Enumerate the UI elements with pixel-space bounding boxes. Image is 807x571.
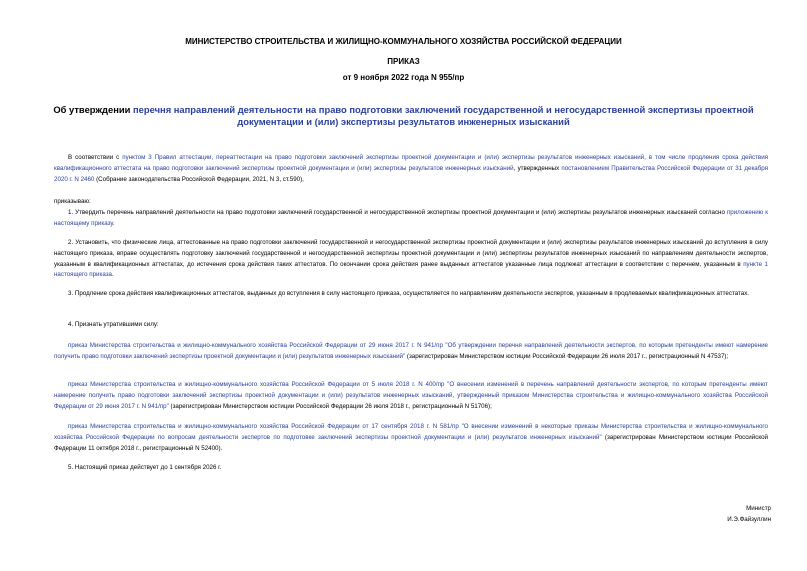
document-title [42,104,765,128]
paragraph-2-end: . [112,271,114,279]
paragraph-5: 5. Настоящий приказ действует до 1 сентября 2026 г. [68,464,222,471]
order-581-link[interactable]: приказ Министерства строительства и жилищно-коммунального хозяйства Российской Федерации от 17 сентября 2018 г. N 581/пр "О внесении изменений в некоторые приказы Министерства строительства и жилищно-коммунального хозяйства Российской Федерации по вопросам деятельности экспертов по подготовке заключений экспертизы проектной документации и (или) результатов инженерных изысканий" [54,423,768,441]
repealed-order-1 [54,341,768,363]
signature-position: Министр [746,505,771,512]
signature-name: И.Э.Файзуллин [727,516,771,523]
orders-word: приказываю: [54,198,91,205]
date-number-heading: от 9 ноября 2022 года N 955/пр [342,73,465,82]
title-prefix: Об утверждении [53,104,133,115]
paragraph-1 [54,208,768,230]
repealed-order-2-registration: (зарегистрирован Министерством юстиции Российской Федерации 26 июля 2018 г., регистрационный N 51706); [168,402,492,410]
paragraph-2 [54,238,768,281]
point-1-link[interactable]: пункте 1 настоящего приказа [54,260,768,279]
repealed-order-2 [54,380,768,412]
repealed-order-1-registration: (зарегистрирован Министерством юстиции Российской Федерации 26 июля 2017 г., регистрационный N 47537); [405,352,729,360]
government-decree-link[interactable]: постановлением Правительства Российской Федерации от 31 декабря 2020 г. N 2460 [54,164,768,183]
preamble-text-1: В соответствии с [68,154,123,161]
preamble-text-3: (Собрание законодательства Российской Федерации, 2021, N 3, ст.590), [94,175,304,183]
repealed-order-3 [54,422,768,454]
preamble-text-2: , утвержденных [513,164,562,172]
repealed-order-3-registration: (зарегистрирован Министерством юстиции Российской Федерации 11 октября 2018 г., регистрационный N 52400). [54,433,768,452]
order-400-link[interactable]: приказ Министерства строительства и жилищно-коммунального хозяйства Российской Федерации от 5 июля 2018 г. N 400/пр "О внесении изменений в перечень направлений деятельности экспертов, по которым претенденты имеют намерение получить право подготовки заключений экспертизы проектной документации и (или) результатов инженерных изысканий, утвержденный приказом Министерства строительства и жилищно-коммунального хозяйства Российской Федерации от 29 июня 2017 г. N 941/пр" [54,381,768,410]
appendix-link[interactable]: приложению к настоящему приказу [54,209,768,227]
paragraph-1-end: . [112,219,115,227]
paragraph-4: 4. Признать утратившими силу: [68,321,159,328]
paragraph-2-text: 2. Установить, что физические лица, аттестованные на право подготовки заключений государственной и негосударственной экспертизы проектной документации и (или) экспертизы результатов инженерных изысканий до вступления в силу настоящего приказа, вправе осуществлять подготовку заключений государственной и негосударственной экспертизы проектной документации и (или) экспертизы результатов инженерных изысканий по направлениям деятельности экспертов, указанным в квалификационных аттестатах, до истечения срока действия таких аттестатов. По окончании срока действия ранее выданных аттестатов указанные лица подлежат аттестации в соответствии с перечнем, указанным в [54,239,768,268]
doc-type-heading: ПРИКАЗ [387,57,420,66]
title-link[interactable]: перечня направлений деятельности на право подготовки заключений государственной и негосударственной экспертизы проектной документации и (или) экспертизы результатов инженерных изысканий [133,104,754,127]
ministry-heading: МИНИСТЕРСТВО СТРОИТЕЛЬСТВА И ЖИЛИЩНО-КОММУНАЛЬНОГО ХОЗЯЙСТВА РОССИЙСКОЙ ФЕДЕРАЦИИ [185,37,622,46]
paragraph-1-text: 1. Утвердить перечень направлений деятельности на право подготовки заключений государственной и негосударственной экспертизы проектной документации и (или) экспертизы результатов инженерных изысканий согласно [68,209,727,216]
rules-point-3-link[interactable]: пунктом 3 Правил аттестации, переаттестации на право подготовки заключений экспертизы проектной документации и (или) экспертизы результатов инженерных изысканий, в том числе продления срока действия квалификационного аттестата на право подготовки заключений экспертизы проектной документации и (или) экспертизы результатов инженерных изысканий [54,154,768,172]
preamble-paragraph [54,153,768,185]
order-941-link[interactable]: приказ Министерства строительства и жилищно-коммунального хозяйства Российской Федерации от 29 июня 2017 г. N 941/пр "Об утверждении перечня направлений деятельности экспертов, по которым претенденты имеют намерение получить право подготовки заключений экспертизы проектной документации и (или) результатов инженерных изысканий" [54,342,768,360]
paragraph-3: 3. Продление срока действия квалификационных аттестатов, выданных до вступления в силу настоящего приказа, осуществляется по направлениям деятельности экспертов, указанным в продлеваемых квалификационных аттестатах. [68,290,750,297]
